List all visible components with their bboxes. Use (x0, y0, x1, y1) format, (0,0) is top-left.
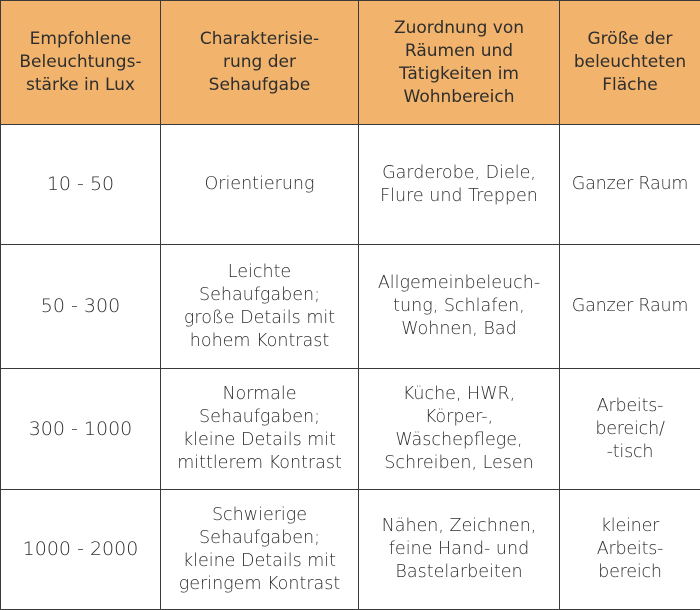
cell-task: Orientierung (161, 125, 359, 245)
cell-area: Ganzer Raum (560, 245, 700, 369)
cell-task: Normale Sehaufgaben; kleine Details mit mittlerem Kontrast (161, 369, 359, 490)
table-row (1, 369, 700, 490)
cell-rooms: Garderobe, Diele, Flure und Treppen (359, 125, 560, 245)
cell-task: Schwierige Sehaufgaben; kleine Details mit geringem Kontrast (161, 490, 359, 610)
cell-lux: 50 - 300 (1, 245, 161, 369)
header-visual-task: Charakterisie- rung der Sehaufgabe (161, 1, 359, 125)
header-illuminated-area: Größe der beleuchteten Fläche (560, 1, 700, 125)
cell-lux: 300 - 1000 (1, 369, 161, 490)
table-row (1, 125, 700, 245)
table-row (1, 490, 700, 610)
header-illuminance: Empfohlene Beleuchtungs- stärke in Lux (1, 1, 161, 125)
cell-area: Arbeits- bereich/ -tisch (560, 369, 700, 490)
cell-task: Leichte Sehaufgaben; große Details mit hohem Kontrast (161, 245, 359, 369)
cell-rooms: Allgemeinbeleuch- tung, Schlafen, Wohnen, Bad (359, 245, 560, 369)
table-row (1, 245, 700, 369)
cell-lux: 1000 - 2000 (1, 490, 161, 610)
cell-lux: 10 - 50 (1, 125, 161, 245)
cell-area: Ganzer Raum (560, 125, 700, 245)
cell-area: kleiner Arbeits- bereich (560, 490, 700, 610)
header-rooms-activities: Zuordnung von Räumen und Tätigkeiten im Wohnbereich (359, 1, 560, 125)
cell-rooms: Nähen, Zeichnen, feine Hand- und Bastelarbeiten (359, 490, 560, 610)
cell-rooms: Küche, HWR, Körper-, Wäschepflege, Schreiben, Lesen (359, 369, 560, 490)
table-header-row (1, 1, 700, 125)
